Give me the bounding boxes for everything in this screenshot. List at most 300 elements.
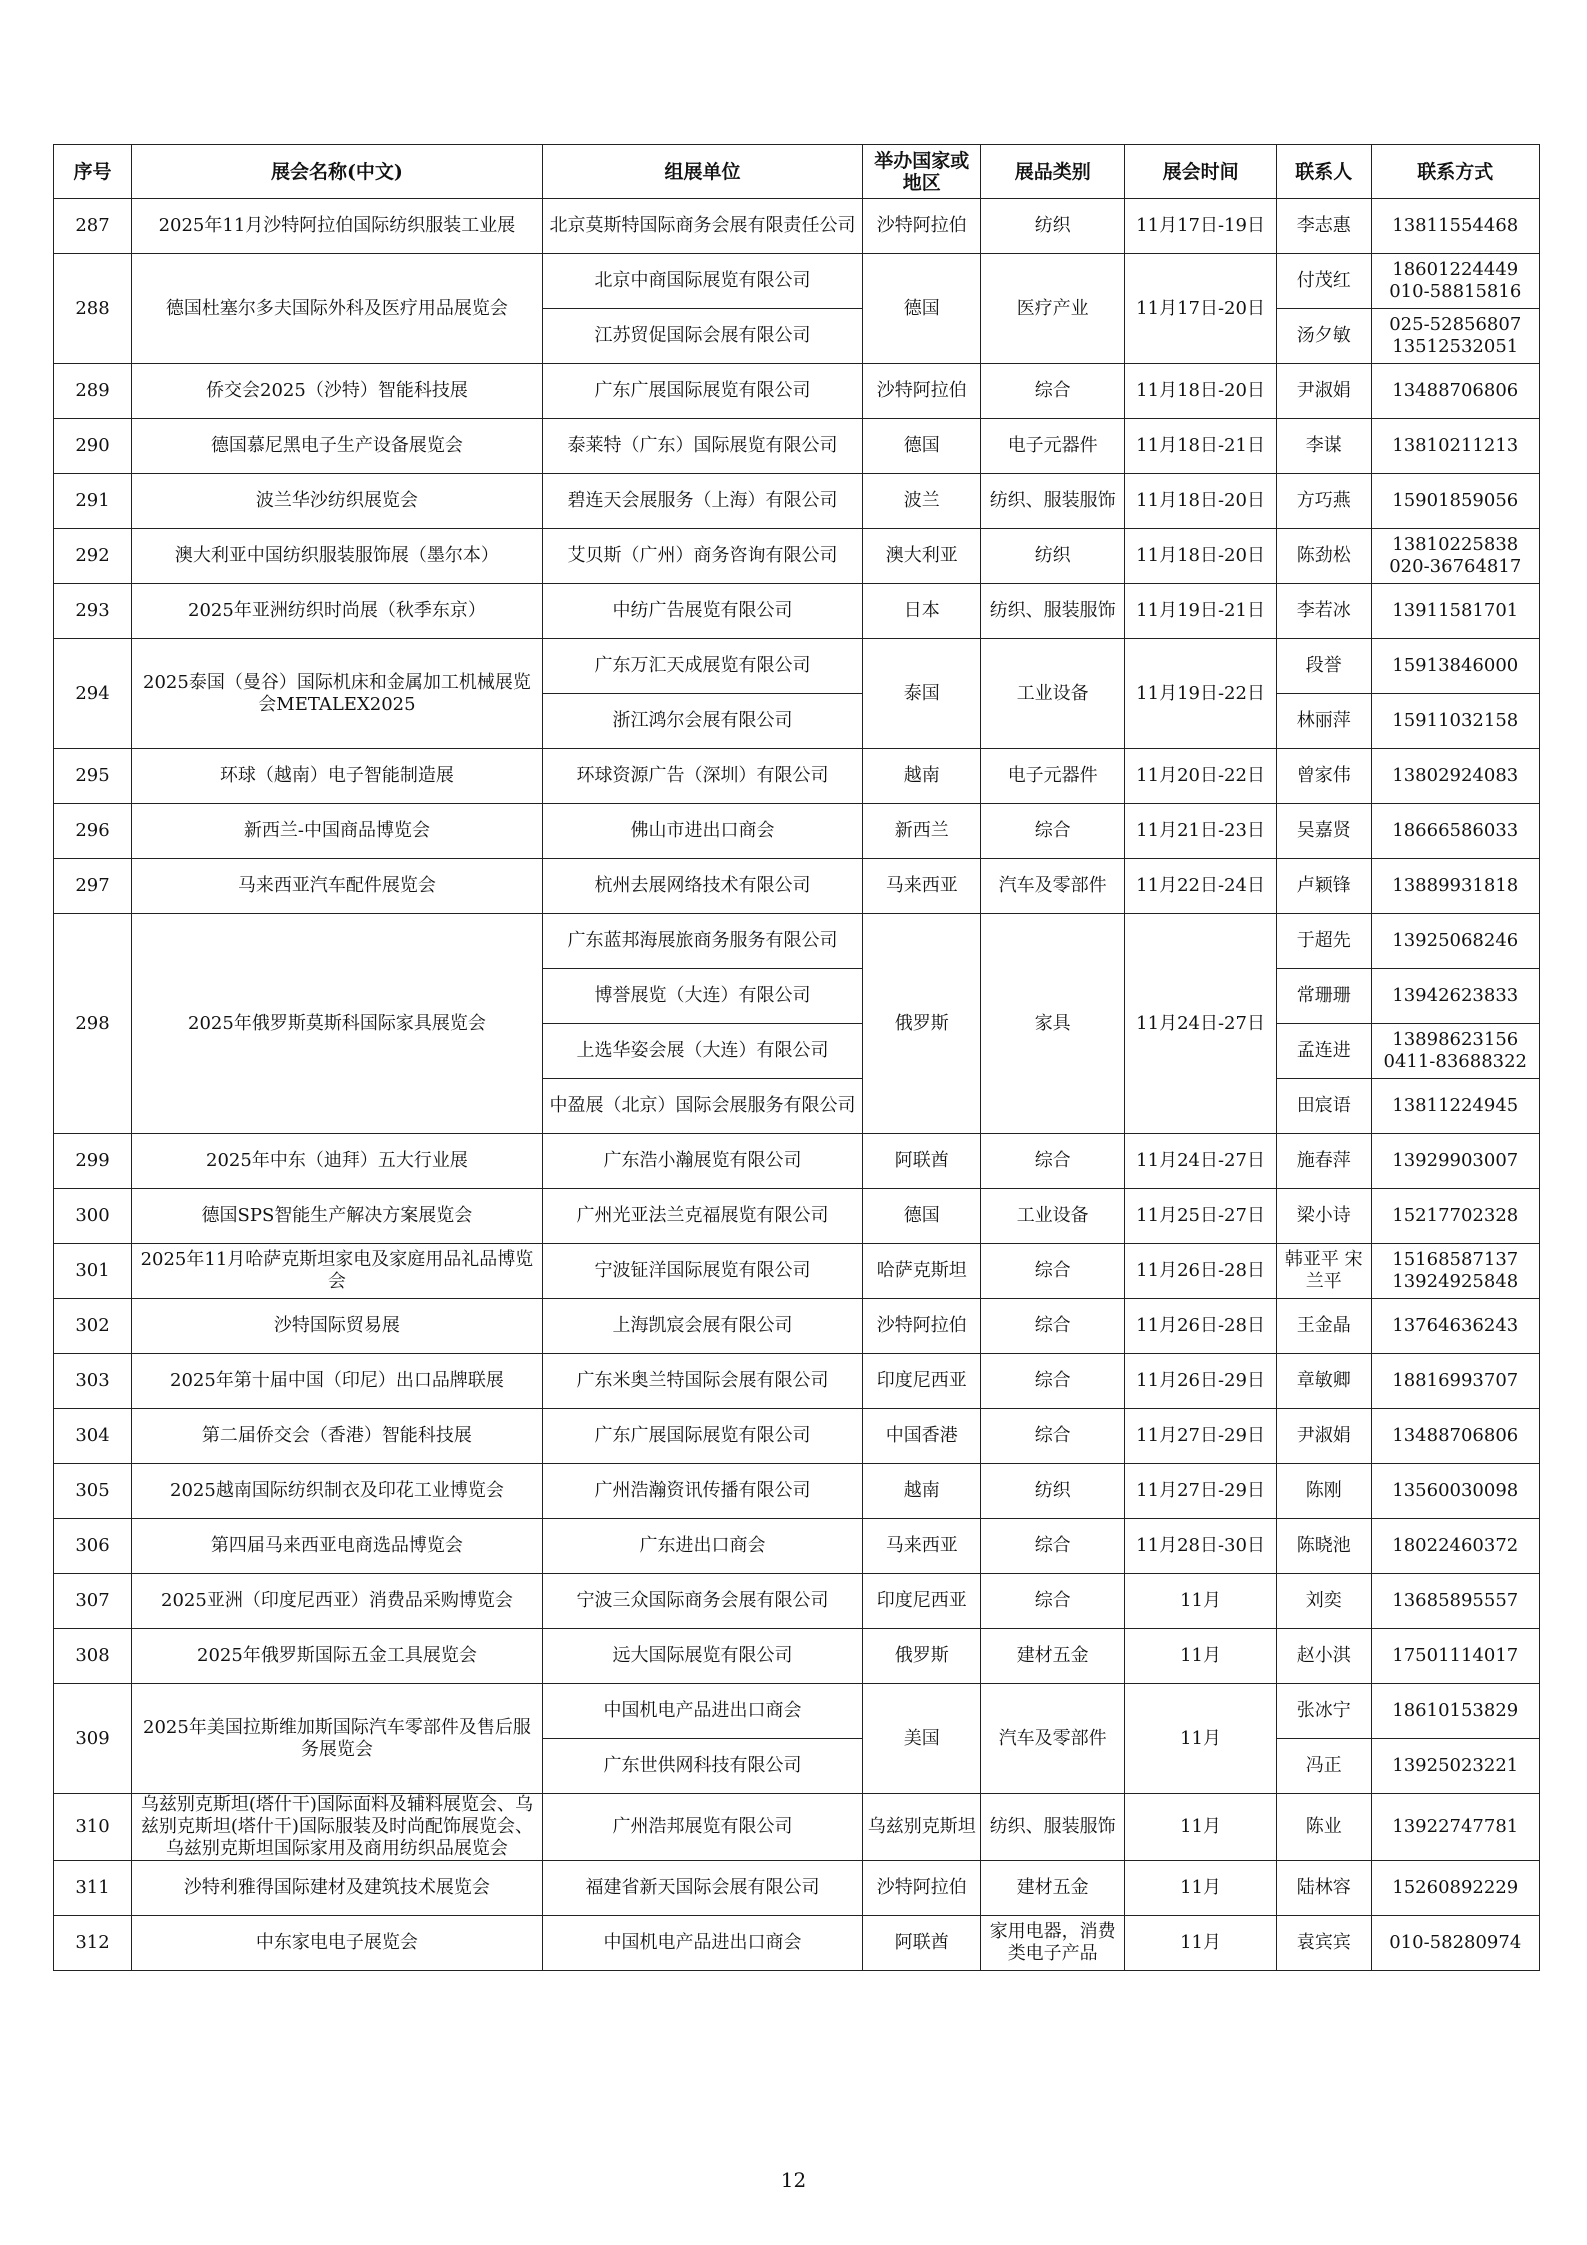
row-number: 311 <box>54 1861 132 1916</box>
row-number: 304 <box>54 1409 132 1464</box>
phone-number: 15901859056 <box>1392 490 1519 511</box>
product-category: 综合 <box>981 1574 1125 1629</box>
row-number: 288 <box>54 254 132 364</box>
phone-number: 13802924083 <box>1392 765 1519 786</box>
phone-number: 020-36764817 <box>1389 556 1522 577</box>
contact-phone <box>1371 1409 1539 1464</box>
phone-number: 13889931818 <box>1392 875 1519 896</box>
product-category: 汽车及零部件 <box>981 859 1125 914</box>
organizer: 中国机电产品进出口商会 <box>542 1916 862 1971</box>
contact-phone <box>1371 1794 1539 1861</box>
table-row <box>54 254 1540 309</box>
table-row <box>54 1629 1540 1684</box>
host-country: 越南 <box>863 1464 981 1519</box>
table-row <box>54 1354 1540 1409</box>
table-row <box>54 1684 1540 1739</box>
organizer: 北京中商国际展览有限公司 <box>542 254 862 309</box>
table-row <box>54 1574 1540 1629</box>
product-category: 纺织 <box>981 1464 1125 1519</box>
product-category: 纺织、服装服饰 <box>981 474 1125 529</box>
organizer: 广东蓝邦海展旅商务服务有限公司 <box>542 914 862 969</box>
exhibition-name: 第四届马来西亚电商选品博览会 <box>132 1519 543 1574</box>
organizer: 杭州去展网络技术有限公司 <box>542 859 862 914</box>
host-country: 德国 <box>863 254 981 364</box>
exhibition-name: 新西兰-中国商品博览会 <box>132 804 543 859</box>
phone-number: 010-58815816 <box>1389 281 1522 302</box>
host-country: 沙特阿拉伯 <box>863 1299 981 1354</box>
row-number: 292 <box>54 529 132 584</box>
contact-person: 施春萍 <box>1277 1134 1371 1189</box>
table-row <box>54 914 1540 969</box>
contact-person: 常珊珊 <box>1277 969 1371 1024</box>
table-row <box>54 1464 1540 1519</box>
product-category: 综合 <box>981 804 1125 859</box>
host-country: 沙特阿拉伯 <box>863 364 981 419</box>
host-country: 德国 <box>863 1189 981 1244</box>
exhibition-time: 11月 <box>1125 1684 1277 1794</box>
row-number: 309 <box>54 1684 132 1794</box>
organizer: 环球资源广告（深圳）有限公司 <box>542 749 862 804</box>
phone-number: 17501114017 <box>1392 1645 1519 1666</box>
phone-number: 13942623833 <box>1392 985 1519 1006</box>
host-country: 泰国 <box>863 639 981 749</box>
contact-person: 吴嘉贤 <box>1277 804 1371 859</box>
contact-person: 尹淑娟 <box>1277 364 1371 419</box>
exhibition-time: 11月 <box>1125 1794 1277 1861</box>
product-category: 综合 <box>981 1354 1125 1409</box>
organizer: 中盈展（北京）国际会展服务有限公司 <box>542 1079 862 1134</box>
exhibition-name: 2025年11月沙特阿拉伯国际纺织服装工业展 <box>132 199 543 254</box>
organizer: 广东浩小瀚展览有限公司 <box>542 1134 862 1189</box>
host-country: 乌兹别克斯坦 <box>863 1794 981 1861</box>
host-country: 沙特阿拉伯 <box>863 199 981 254</box>
exhibition-time: 11月17日-19日 <box>1125 199 1277 254</box>
organizer: 上海凯宸会展有限公司 <box>542 1299 862 1354</box>
organizer: 广东广展国际展览有限公司 <box>542 364 862 419</box>
organizer: 广东进出口商会 <box>542 1519 862 1574</box>
host-country: 马来西亚 <box>863 859 981 914</box>
phone-number: 15260892229 <box>1392 1877 1519 1898</box>
contact-phone <box>1371 364 1539 419</box>
contact-person: 刘奕 <box>1277 1574 1371 1629</box>
contact-person: 张冰宁 <box>1277 1684 1371 1739</box>
contact-person: 梁小诗 <box>1277 1189 1371 1244</box>
organizer: 广东广展国际展览有限公司 <box>542 1409 862 1464</box>
exhibition-table <box>53 144 1540 1971</box>
page-number: 12 <box>780 2168 807 2192</box>
contact-phone <box>1371 1189 1539 1244</box>
product-category: 纺织 <box>981 199 1125 254</box>
product-category: 建材五金 <box>981 1629 1125 1684</box>
phone-number: 13924925848 <box>1392 1271 1519 1292</box>
exhibition-name: 环球（越南）电子智能制造展 <box>132 749 543 804</box>
host-country: 俄罗斯 <box>863 914 981 1134</box>
exhibition-time: 11月17日-20日 <box>1125 254 1277 364</box>
row-number: 308 <box>54 1629 132 1684</box>
row-number: 291 <box>54 474 132 529</box>
contact-phone <box>1371 804 1539 859</box>
row-number: 305 <box>54 1464 132 1519</box>
contact-phone <box>1371 914 1539 969</box>
product-category: 电子元器件 <box>981 749 1125 804</box>
table-header-row <box>54 145 1540 199</box>
row-number: 296 <box>54 804 132 859</box>
exhibition-time: 11月 <box>1125 1916 1277 1971</box>
row-number: 307 <box>54 1574 132 1629</box>
contact-person: 陈业 <box>1277 1794 1371 1861</box>
exhibition-name: 侨交会2025（沙特）智能科技展 <box>132 364 543 419</box>
contact-person: 陈刚 <box>1277 1464 1371 1519</box>
organizer: 北京莫斯特国际商务会展有限责任公司 <box>542 199 862 254</box>
organizer: 广州浩瀚资讯传播有限公司 <box>542 1464 862 1519</box>
host-country: 沙特阿拉伯 <box>863 1861 981 1916</box>
row-number: 293 <box>54 584 132 639</box>
phone-number: 13811554468 <box>1392 215 1519 236</box>
exhibition-time: 11月 <box>1125 1574 1277 1629</box>
host-country: 美国 <box>863 1684 981 1794</box>
table-row <box>54 1134 1540 1189</box>
exhibition-name: 2025年俄罗斯国际五金工具展览会 <box>132 1629 543 1684</box>
table-body <box>54 199 1540 1971</box>
header-category: 展品类别 <box>981 145 1125 199</box>
organizer: 博誉展览（大连）有限公司 <box>542 969 862 1024</box>
contact-person: 李志惠 <box>1277 199 1371 254</box>
host-country: 澳大利亚 <box>863 529 981 584</box>
exhibition-name: 波兰华沙纺织展览会 <box>132 474 543 529</box>
host-country: 俄罗斯 <box>863 1629 981 1684</box>
exhibition-time: 11月24日-27日 <box>1125 914 1277 1134</box>
header-name: 展会名称(中文) <box>132 145 543 199</box>
phone-number: 025-52856807 <box>1389 314 1522 335</box>
contact-phone <box>1371 1464 1539 1519</box>
phone-number: 13488706806 <box>1392 380 1519 401</box>
product-category: 纺织、服装服饰 <box>981 584 1125 639</box>
row-number: 299 <box>54 1134 132 1189</box>
organizer: 泰莱特（广东）国际展览有限公司 <box>542 419 862 474</box>
exhibition-name: 沙特国际贸易展 <box>132 1299 543 1354</box>
organizer: 广东米奥兰特国际会展有限公司 <box>542 1354 862 1409</box>
product-category: 纺织 <box>981 529 1125 584</box>
phone-number: 15168587137 <box>1392 1249 1519 1270</box>
header-no: 序号 <box>54 145 132 199</box>
organizer: 广东万汇天成展览有限公司 <box>542 639 862 694</box>
contact-person: 卢颖锋 <box>1277 859 1371 914</box>
product-category: 医疗产业 <box>981 254 1125 364</box>
organizer: 碧连天会展服务（上海）有限公司 <box>542 474 862 529</box>
table-row <box>54 749 1540 804</box>
phone-number: 18022460372 <box>1392 1535 1519 1556</box>
phone-number: 13811224945 <box>1392 1095 1519 1116</box>
organizer: 佛山市进出口商会 <box>542 804 862 859</box>
exhibition-time: 11月18日-20日 <box>1125 474 1277 529</box>
contact-person: 于超先 <box>1277 914 1371 969</box>
header-country: 举办国家或地区 <box>863 145 981 199</box>
exhibition-name: 沙特利雅得国际建材及建筑技术展览会 <box>132 1861 543 1916</box>
phone-number: 13764636243 <box>1392 1315 1519 1336</box>
contact-phone <box>1371 1134 1539 1189</box>
contact-person: 王金晶 <box>1277 1299 1371 1354</box>
table-row <box>54 1861 1540 1916</box>
exhibition-time: 11月24日-27日 <box>1125 1134 1277 1189</box>
host-country: 马来西亚 <box>863 1519 981 1574</box>
contact-person: 段誉 <box>1277 639 1371 694</box>
contact-phone <box>1371 1861 1539 1916</box>
phone-number: 13925068246 <box>1392 930 1519 951</box>
row-number: 289 <box>54 364 132 419</box>
phone-number: 13898623156 <box>1392 1029 1519 1050</box>
host-country: 中国香港 <box>863 1409 981 1464</box>
table-row <box>54 639 1540 694</box>
organizer: 艾贝斯（广州）商务咨询有限公司 <box>542 529 862 584</box>
exhibition-name: 澳大利亚中国纺织服装服饰展（墨尔本） <box>132 529 543 584</box>
contact-phone <box>1371 1079 1539 1134</box>
organizer: 宁波三众国际商务会展有限公司 <box>542 1574 862 1629</box>
table-row <box>54 1299 1540 1354</box>
contact-phone <box>1371 639 1539 694</box>
contact-person: 田宸语 <box>1277 1079 1371 1134</box>
product-category: 综合 <box>981 1519 1125 1574</box>
organizer: 广州浩邦展览有限公司 <box>542 1794 862 1861</box>
phone-number: 13685895557 <box>1392 1590 1519 1611</box>
exhibition-time: 11月 <box>1125 1861 1277 1916</box>
phone-number: 15217702328 <box>1392 1205 1519 1226</box>
contact-person: 韩亚平 宋兰平 <box>1277 1244 1371 1299</box>
exhibition-time: 11月27日-29日 <box>1125 1409 1277 1464</box>
contact-person: 林丽萍 <box>1277 694 1371 749</box>
row-number: 300 <box>54 1189 132 1244</box>
contact-phone <box>1371 1629 1539 1684</box>
row-number: 302 <box>54 1299 132 1354</box>
host-country: 阿联酋 <box>863 1916 981 1971</box>
product-category: 工业设备 <box>981 639 1125 749</box>
table-row <box>54 364 1540 419</box>
contact-person: 曾家伟 <box>1277 749 1371 804</box>
table-row <box>54 859 1540 914</box>
phone-number: 15913846000 <box>1392 655 1519 676</box>
contact-phone <box>1371 694 1539 749</box>
contact-phone <box>1371 1574 1539 1629</box>
organizer: 广东世供网科技有限公司 <box>542 1739 862 1794</box>
exhibition-time: 11月18日-21日 <box>1125 419 1277 474</box>
product-category: 纺织、服装服饰 <box>981 1794 1125 1861</box>
product-category: 综合 <box>981 1244 1125 1299</box>
product-category: 综合 <box>981 364 1125 419</box>
exhibition-time: 11月26日-28日 <box>1125 1299 1277 1354</box>
table-row <box>54 199 1540 254</box>
contact-person: 陆林容 <box>1277 1861 1371 1916</box>
phone-number: 13810225838 <box>1392 534 1519 555</box>
phone-number: 18601224449 <box>1392 259 1519 280</box>
product-category: 综合 <box>981 1134 1125 1189</box>
table-row <box>54 584 1540 639</box>
exhibition-time: 11月22日-24日 <box>1125 859 1277 914</box>
exhibition-name: 2025年中东（迪拜）五大行业展 <box>132 1134 543 1189</box>
phone-number: 13488706806 <box>1392 1425 1519 1446</box>
table-row <box>54 1409 1540 1464</box>
contact-person: 赵小淇 <box>1277 1629 1371 1684</box>
product-category: 家具 <box>981 914 1125 1134</box>
exhibition-time: 11月18日-20日 <box>1125 529 1277 584</box>
exhibition-time: 11月19日-21日 <box>1125 584 1277 639</box>
table-row <box>54 1189 1540 1244</box>
exhibition-time: 11月26日-28日 <box>1125 1244 1277 1299</box>
contact-person: 孟连进 <box>1277 1024 1371 1079</box>
contact-phone <box>1371 1299 1539 1354</box>
row-number: 295 <box>54 749 132 804</box>
contact-person: 尹淑娟 <box>1277 1409 1371 1464</box>
phone-number: 13922747781 <box>1392 1816 1519 1837</box>
product-category: 建材五金 <box>981 1861 1125 1916</box>
phone-number: 13512532051 <box>1392 336 1519 357</box>
table-row <box>54 419 1540 474</box>
host-country: 越南 <box>863 749 981 804</box>
contact-person: 袁宾宾 <box>1277 1916 1371 1971</box>
contact-phone <box>1371 969 1539 1024</box>
header-org: 组展单位 <box>542 145 862 199</box>
phone-number: 18610153829 <box>1392 1700 1519 1721</box>
exhibition-name: 2025年俄罗斯莫斯科国际家具展览会 <box>132 914 543 1134</box>
contact-phone <box>1371 1354 1539 1409</box>
contact-person: 冯正 <box>1277 1739 1371 1794</box>
exhibition-name: 德国杜塞尔多夫国际外科及医疗用品展览会 <box>132 254 543 364</box>
contact-person: 陈劲松 <box>1277 529 1371 584</box>
contact-phone <box>1371 859 1539 914</box>
table-row <box>54 804 1540 859</box>
exhibition-name: 2025年11月哈萨克斯坦家电及家庭用品礼品博览会 <box>132 1244 543 1299</box>
contact-phone <box>1371 474 1539 529</box>
exhibition-name: 2025越南国际纺织制衣及印花工业博览会 <box>132 1464 543 1519</box>
contact-phone <box>1371 1684 1539 1739</box>
contact-phone <box>1371 309 1539 364</box>
row-number: 301 <box>54 1244 132 1299</box>
contact-phone <box>1371 584 1539 639</box>
phone-number: 13560030098 <box>1392 1480 1519 1501</box>
exhibition-time: 11月28日-30日 <box>1125 1519 1277 1574</box>
host-country: 阿联酋 <box>863 1134 981 1189</box>
exhibition-name: 马来西亚汽车配件展览会 <box>132 859 543 914</box>
exhibition-time: 11月 <box>1125 1629 1277 1684</box>
organizer: 浙江鸿尔会展有限公司 <box>542 694 862 749</box>
contact-phone <box>1371 419 1539 474</box>
exhibition-name: 2025年美国拉斯维加斯国际汽车零部件及售后服务展览会 <box>132 1684 543 1794</box>
header-phone: 联系方式 <box>1371 145 1539 199</box>
table-row <box>54 529 1540 584</box>
row-number: 303 <box>54 1354 132 1409</box>
phone-number: 13929903007 <box>1392 1150 1519 1171</box>
phone-number: 13810211213 <box>1392 435 1519 456</box>
organizer: 远大国际展览有限公司 <box>542 1629 862 1684</box>
organizer: 中国机电产品进出口商会 <box>542 1684 862 1739</box>
phone-number: 0411-83688322 <box>1383 1051 1528 1072</box>
organizer: 广州光亚法兰克福展览有限公司 <box>542 1189 862 1244</box>
product-category: 工业设备 <box>981 1189 1125 1244</box>
organizer: 江苏贸促国际会展有限公司 <box>542 309 862 364</box>
contact-phone <box>1371 1916 1539 1971</box>
table-row <box>54 1916 1540 1971</box>
row-number: 298 <box>54 914 132 1134</box>
product-category: 综合 <box>981 1409 1125 1464</box>
organizer: 宁波钲洋国际展览有限公司 <box>542 1244 862 1299</box>
contact-phone <box>1371 529 1539 584</box>
host-country: 波兰 <box>863 474 981 529</box>
host-country: 日本 <box>863 584 981 639</box>
header-person: 联系人 <box>1277 145 1371 199</box>
phone-number: 15911032158 <box>1392 710 1519 731</box>
contact-person: 章敏卿 <box>1277 1354 1371 1409</box>
table-row <box>54 1244 1540 1299</box>
product-category: 家用电器，消费类电子产品 <box>981 1916 1125 1971</box>
row-number: 312 <box>54 1916 132 1971</box>
contact-person: 李谋 <box>1277 419 1371 474</box>
exhibition-name: 乌兹别克斯坦(塔什干)国际面料及辅料展览会、乌兹别克斯坦(塔什干)国际服装及时尚配饰展览会、乌兹别克斯坦国际家用及商用纺织品展览会 <box>132 1794 543 1861</box>
contact-person: 李若冰 <box>1277 584 1371 639</box>
exhibition-time: 11月21日-23日 <box>1125 804 1277 859</box>
exhibition-name: 德国SPS智能生产解决方案展览会 <box>132 1189 543 1244</box>
row-number: 306 <box>54 1519 132 1574</box>
exhibition-name: 2025亚洲（印度尼西亚）消费品采购博览会 <box>132 1574 543 1629</box>
contact-phone <box>1371 1519 1539 1574</box>
phone-number: 18816993707 <box>1392 1370 1519 1391</box>
exhibition-time: 11月18日-20日 <box>1125 364 1277 419</box>
exhibition-name: 2025泰国（曼谷）国际机床和金属加工机械展览会METALEX2025 <box>132 639 543 749</box>
row-number: 297 <box>54 859 132 914</box>
contact-phone <box>1371 1024 1539 1079</box>
exhibition-name: 中东家电电子展览会 <box>132 1916 543 1971</box>
table-row <box>54 474 1540 529</box>
contact-phone <box>1371 199 1539 254</box>
organizer: 上选华姿会展（大连）有限公司 <box>542 1024 862 1079</box>
row-number: 287 <box>54 199 132 254</box>
product-category: 汽车及零部件 <box>981 1684 1125 1794</box>
exhibition-name: 2025年第十届中国（印尼）出口品牌联展 <box>132 1354 543 1409</box>
host-country: 新西兰 <box>863 804 981 859</box>
product-category: 电子元器件 <box>981 419 1125 474</box>
exhibition-time: 11月27日-29日 <box>1125 1464 1277 1519</box>
contact-phone <box>1371 1244 1539 1299</box>
exhibition-time: 11月25日-27日 <box>1125 1189 1277 1244</box>
phone-number: 010-58280974 <box>1389 1932 1522 1953</box>
table-row <box>54 1519 1540 1574</box>
header-time: 展会时间 <box>1125 145 1277 199</box>
product-category: 综合 <box>981 1299 1125 1354</box>
organizer: 福建省新天国际会展有限公司 <box>542 1861 862 1916</box>
contact-phone <box>1371 749 1539 804</box>
host-country: 印度尼西亚 <box>863 1354 981 1409</box>
contact-phone <box>1371 1739 1539 1794</box>
exhibition-name: 第二届侨交会（香港）智能科技展 <box>132 1409 543 1464</box>
organizer: 中纺广告展览有限公司 <box>542 584 862 639</box>
table-row <box>54 1794 1540 1861</box>
exhibition-time: 11月19日-22日 <box>1125 639 1277 749</box>
host-country: 哈萨克斯坦 <box>863 1244 981 1299</box>
exhibition-time: 11月26日-29日 <box>1125 1354 1277 1409</box>
host-country: 印度尼西亚 <box>863 1574 981 1629</box>
phone-number: 13925023221 <box>1392 1755 1519 1776</box>
row-number: 310 <box>54 1794 132 1861</box>
exhibition-name: 2025年亚洲纺织时尚展（秋季东京） <box>132 584 543 639</box>
phone-number: 13911581701 <box>1392 600 1519 621</box>
host-country: 德国 <box>863 419 981 474</box>
contact-person: 方巧燕 <box>1277 474 1371 529</box>
row-number: 294 <box>54 639 132 749</box>
phone-number: 18666586033 <box>1392 820 1519 841</box>
contact-person: 付茂红 <box>1277 254 1371 309</box>
row-number: 290 <box>54 419 132 474</box>
contact-phone <box>1371 254 1539 309</box>
contact-person: 汤夕敏 <box>1277 309 1371 364</box>
contact-person: 陈晓池 <box>1277 1519 1371 1574</box>
exhibition-name: 德国慕尼黑电子生产设备展览会 <box>132 419 543 474</box>
